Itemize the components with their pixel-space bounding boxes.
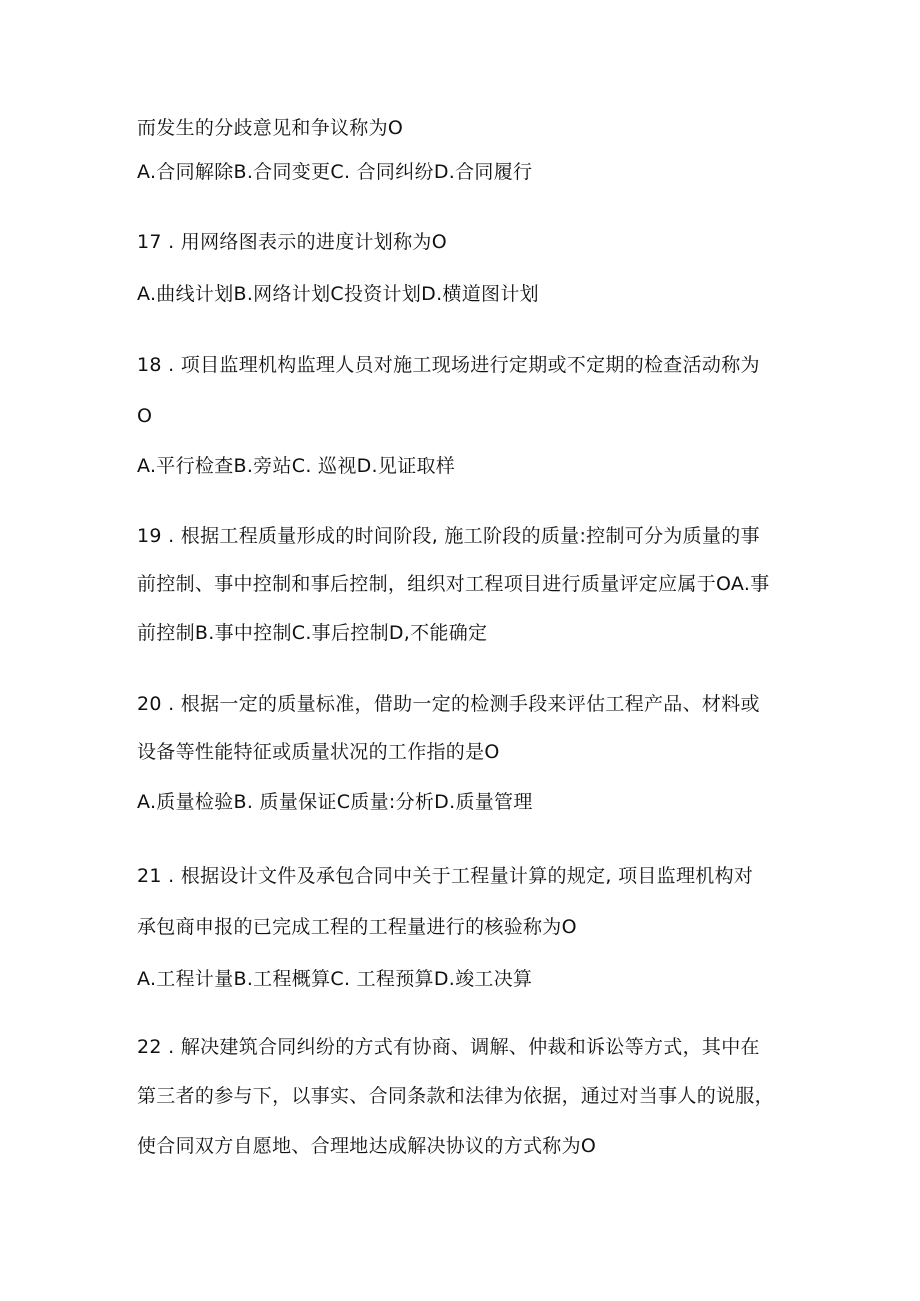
text-line: 承包商申报的已完成工程的工程量进行的核验称为O	[137, 916, 577, 938]
text-line: 而发生的分歧意见和争议称为O	[137, 117, 404, 139]
text-line: 前控制、事中控制和事后控制，组织对工程项目进行质量评定应属于OA.事	[137, 573, 770, 595]
text-line: 使合同双方自愿地、合理地达成解决协议的方式称为O	[137, 1135, 597, 1157]
question-17: 17 . 用网络图表示的进度计划称为O	[137, 231, 447, 253]
answer-options: A.平行检查B.旁站C. 巡视D.见证取样	[137, 455, 456, 477]
question-22: 22 . 解决建筑合同纠纷的方式有协商、调解、仲裁和诉讼等方式，其中在	[137, 1036, 760, 1058]
text-line: 设备等性能特征或质量状况的工作指的是O	[137, 741, 500, 763]
question-20: 20 . 根据一定的质量标准，借助一定的检测手段来评估工程产品、材料或	[137, 693, 760, 715]
question-18: 18 . 项目监理机构监理人员对施工现场进行定期或不定期的检查活动称为	[137, 354, 760, 376]
answer-options: A.质量检验B. 质量保证C质量:分析D.质量管理	[137, 791, 533, 813]
question-21: 21 . 根据设计文件及承包合同中关于工程量计算的规定, 项目监理机构对	[137, 865, 754, 887]
answer-options: A.曲线计划B.网络计划C投资计划D.横道图计划	[137, 283, 539, 305]
answer-options: A.合同解除B.合同变更C. 合同纠纷D.合同履行	[137, 161, 533, 183]
answer-options: A.工程计量B.工程概算C. 工程预算D.竣工决算	[137, 968, 533, 990]
text-line: O	[137, 405, 153, 427]
text-line: 前控制B.事中控制C.事后控制D,不能确定	[137, 622, 488, 644]
text-line: 第三者的参与下，以事实、合同条款和法律为依据，通过对当事人的说服，	[137, 1085, 774, 1107]
question-19: 19 . 根据工程质量形成的时间阶段, 施工阶段的质量:控制可分为质量的事	[137, 525, 760, 547]
